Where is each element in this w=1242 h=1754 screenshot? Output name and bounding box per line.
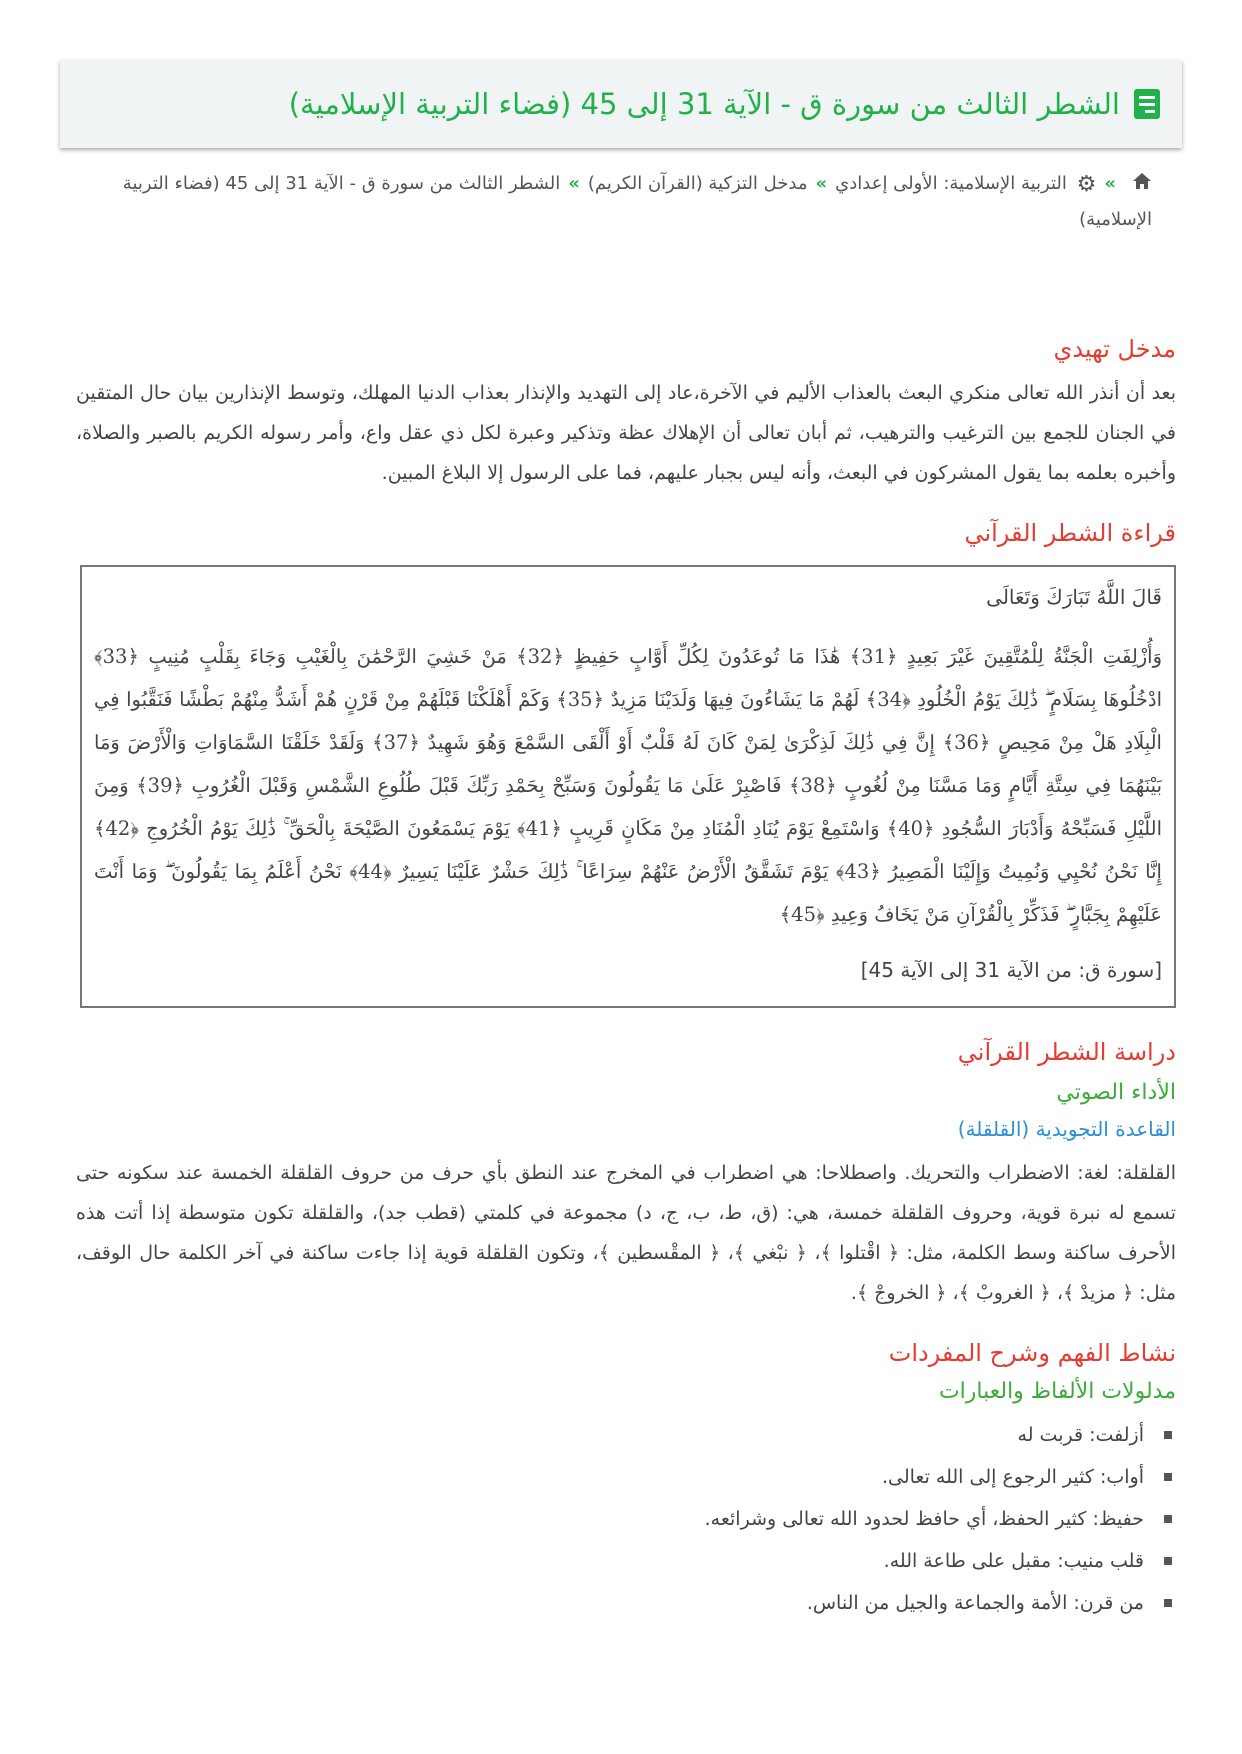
quran-reference: [سورة ق: من الآية 31 إلى الآية 45]	[860, 958, 1162, 982]
study-heading: دراسة الشطر القرآني	[957, 1038, 1176, 1066]
list-item: أواب: كثير الرجوع إلى الله تعالى.	[76, 1456, 1176, 1498]
list-item: حفيظ: كثير الحفظ، أي حافظ لحدود الله تعالى وشرائعه.	[76, 1498, 1176, 1540]
comprehension-heading: نشاط الفهم وشرح المفردات	[888, 1339, 1176, 1367]
tajweed-rule-text: القلقلة: لغة: الاضطراب والتحريك. واصطلاحا: هي اضطراب في المخرج عند النطق بأي حرف من حروف القلقلة الخمسة عند سكونه حتى تسمع له نبرة قوية، وحروف القلقلة خمسة، هي: (ق، ط، ب، ج، د) مجموعة في كلمتي (قطب جد)، والقلقلة تكون متوسطة إذا أتت هذه الأحرف ساكنة وسط الكلمة، مثل: ﴿ اقْتلوا ﴾، ﴿ نبْغي ﴾، ﴿ المقْسطين ﴾، وتكون القلقلة قوية إذا جاءت ساكنة في آخر الكلمة حال الوقف، مثل: ﴿ مزيدْ ﴾، ﴿ الغروبْ ﴾، ﴿ الخروجْ ﴾.	[76, 1162, 1176, 1304]
breadcrumb-separator: »	[1104, 173, 1116, 194]
breadcrumb-item-unit[interactable]: مدخل التزكية (القرآن الكريم)	[587, 173, 808, 194]
article-icon	[1134, 89, 1160, 119]
tajweed-rule-heading: القاعدة التجويدية (القلقلة)	[957, 1117, 1176, 1141]
breadcrumb	[110, 166, 1152, 237]
list-item: من قرن: الأمة والجماعة والجيل من الناس.	[76, 1582, 1176, 1624]
breadcrumb-separator: »	[815, 173, 828, 194]
main-content	[76, 335, 1176, 1624]
vocabulary-list	[76, 1414, 1176, 1624]
page-title: الشطر الثالث من سورة ق - الآية 31 إلى 45 (فضاء التربية الإسلامية)	[288, 87, 1120, 121]
home-icon[interactable]	[1132, 167, 1152, 202]
title-bar	[60, 60, 1182, 148]
gear-icon: ⚙	[1076, 171, 1097, 197]
reading-heading: قراءة الشطر القرآني	[964, 519, 1176, 547]
quran-box	[80, 565, 1176, 1008]
list-item: قلب منيب: مقبل على طاعة الله.	[76, 1540, 1176, 1582]
list-item: أزلفت: قربت له	[76, 1414, 1176, 1456]
quran-verses: وَأُزْلِفَتِ الْجَنَّةُ لِلْمُتَّقِينَ غَيْرَ بَعِيدٍ ﴿31﴾ هَٰذَا مَا تُوعَدُونَ لِكُلِّ أَوَّابٍ حَفِيظٍ ﴿32﴾ مَنْ خَشِيَ الرَّحْمَٰنَ بِالْغَيْبِ وَجَاءَ بِقَلْبٍ مُنِيبٍ ﴿33﴾ ادْخُلُوهَا بِسَلَامٍ ۖ ذَٰلِكَ يَوْمُ الْخُلُودِ ﴿34﴾ لَهُمْ مَا يَشَاءُونَ فِيهَا وَلَدَيْنَا مَزِيدٌ ﴿35﴾ وَكَمْ أَهْلَكْنَا قَبْلَهُمْ مِنْ قَرْنٍ هُمْ أَشَدُّ مِنْهُمْ بَطْشًا فَنَقَّبُوا فِي الْبِلَادِ هَلْ مِنْ مَحِيصٍ ﴿36﴾ إِنَّ فِي ذَٰلِكَ لَذِكْرَىٰ لِمَنْ كَانَ لَهُ قَلْبٌ أَوْ أَلْقَى السَّمْعَ وَهُوَ شَهِيدٌ ﴿37﴾ وَلَقَدْ خَلَقْنَا السَّمَاوَاتِ وَالْأَرْضَ وَمَا بَيْنَهُمَا فِي سِتَّةِ أَيَّامٍ وَمَا مَسَّنَا مِنْ لُغُوبٍ ﴿38﴾ فَاصْبِرْ عَلَىٰ مَا يَقُولُونَ وَسَبِّحْ بِحَمْدِ رَبِّكَ قَبْلَ طُلُوعِ الشَّمْسِ وَقَبْلَ الْغُرُوبِ ﴿39﴾ وَمِنَ اللَّيْلِ فَسَبِّحْهُ وَأَدْبَارَ السُّجُودِ ﴿40﴾ وَاسْتَمِعْ يَوْمَ يُنَادِ الْمُنَادِ مِنْ مَكَانٍ قَرِيبٍ ﴿41﴾ يَوْمَ يَسْمَعُونَ الصَّيْحَةَ بِالْحَقِّ ۚ ذَٰلِكَ يَوْمُ الْخُرُوجِ ﴿42﴾ إِنَّا نَحْنُ نُحْيِي وَنُمِيتُ وَإِلَيْنَا الْمَصِيرُ ﴿43﴾ يَوْمَ تَشَقَّقُ الْأَرْضُ عَنْهُمْ سِرَاعًا ۚ ذَٰلِكَ حَشْرٌ عَلَيْنَا يَسِيرٌ ﴿44﴾ نَحْنُ أَعْلَمُ بِمَا يَقُولُونَ ۖ وَمَا أَنْتَ عَلَيْهِمْ بِجَبَّارٍ ۖ فَذَكِّرْ بِالْقُرْآنِ مَنْ يَخَافُ وَعِيدِ ﴿45﴾	[94, 645, 1163, 926]
intro-heading: مدخل تهيدي	[1053, 335, 1176, 363]
vocabulary-heading: مدلولات الألفاظ والعبارات	[938, 1379, 1176, 1404]
breadcrumb-item-course[interactable]: التربية الإسلامية: الأولى إعدادي	[835, 173, 1067, 194]
phonetics-heading: الأداء الصوتي	[1056, 1080, 1176, 1105]
intro-text: بعد أن أنذر الله تعالى منكري البعث بالعذاب الأليم في الآخرة،عاد إلى التهديد والإنذار بعذاب الدنيا المهلك، وتوسط الإنذارين بيان حال المتقين في الجنان للجمع بين الترغيب والترهيب، ثم أبان تعالى أن الإهلاك عظة وتذكير وعبرة لكل ذي عقل واع، وأمر رسوله الكريم بالصبر والصلاة، وأخبره بعلمه بما يقول المشركون في البعث، وأنه ليس بجبار عليهم، فما على الرسول إلا البلاغ المبين.	[76, 382, 1176, 484]
breadcrumb-separator: »	[568, 173, 580, 194]
breadcrumb-item-current: الشطر الثالث من سورة ق - الآية 31 إلى 45 (فضاء التربية الإسلامية)	[122, 173, 1152, 230]
quran-intro: قَالَ اللَّهُ تَبَارَكَ وَتَعَالَى	[986, 585, 1162, 609]
